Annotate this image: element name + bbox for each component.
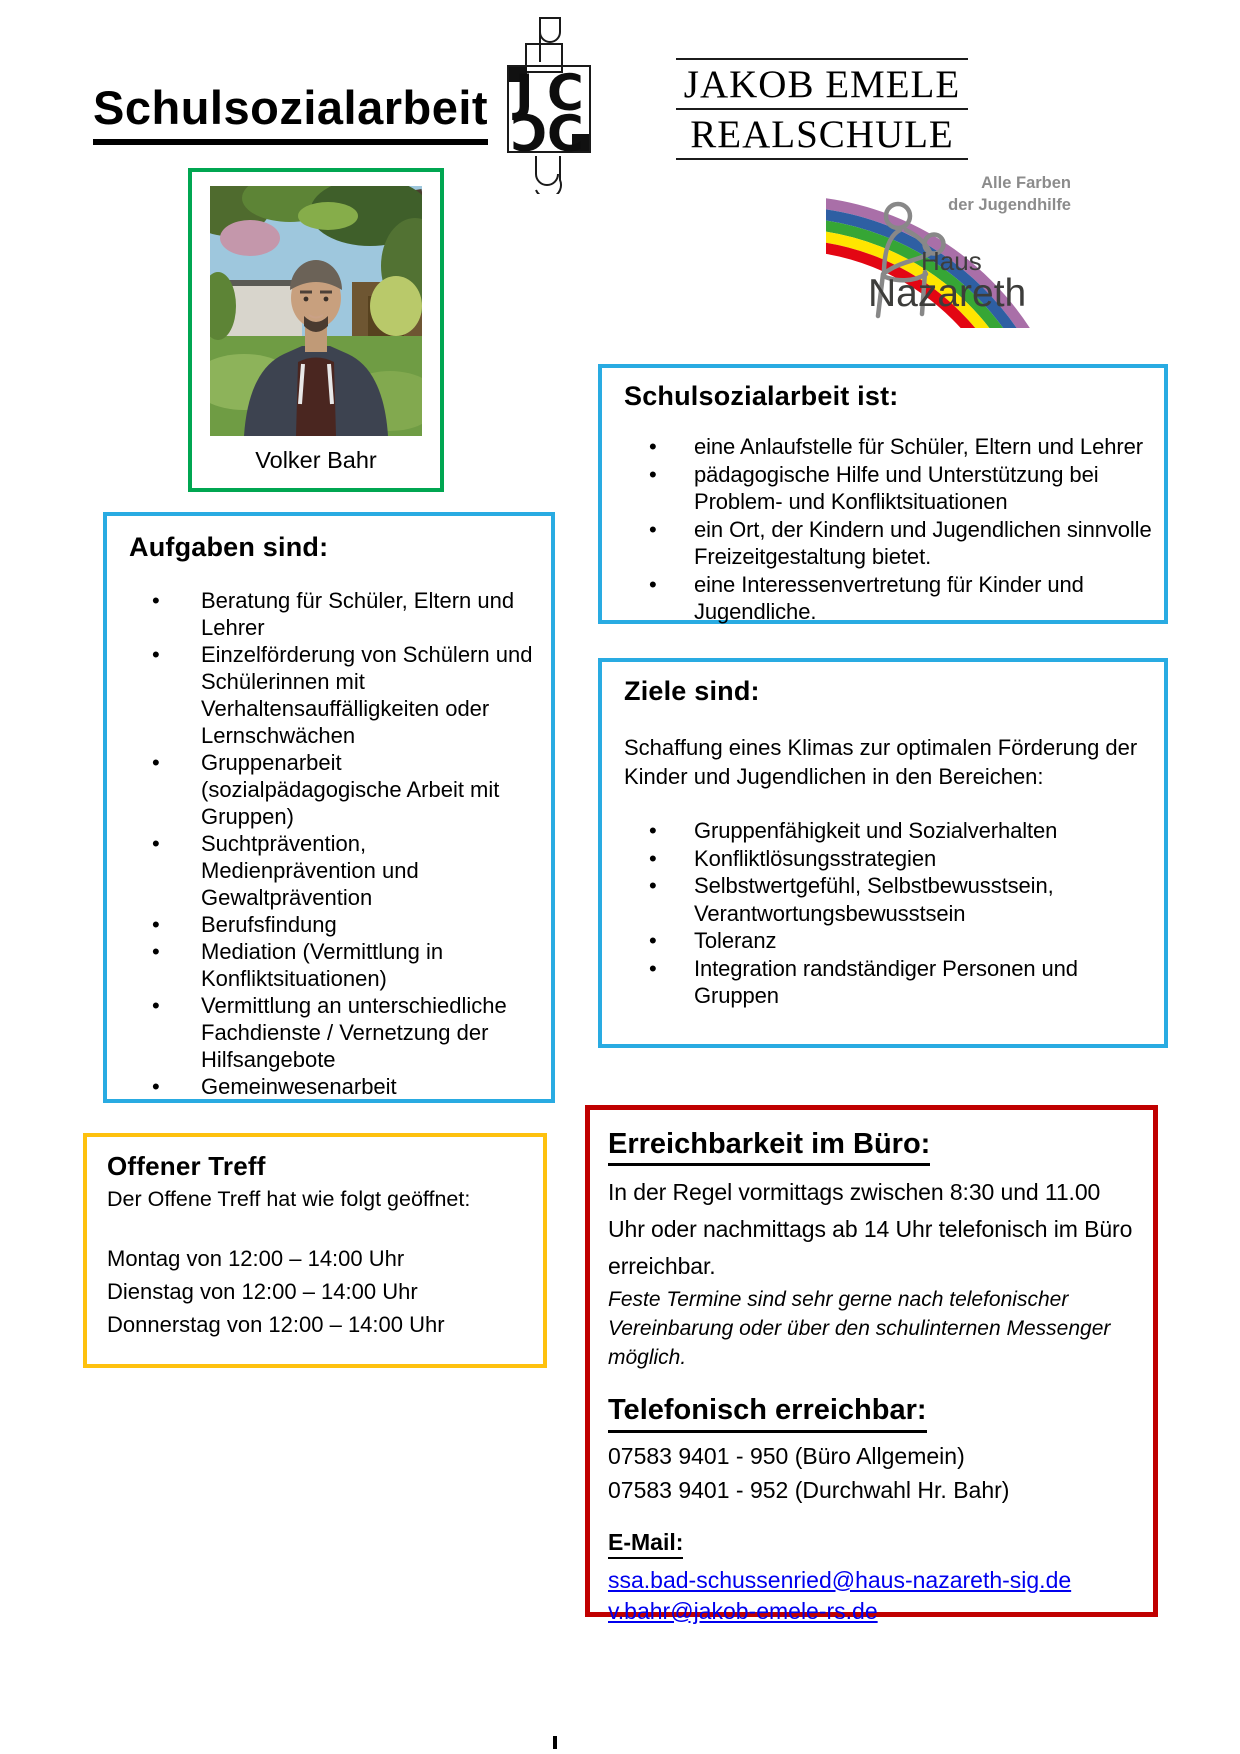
- nazareth-name-line1: Haus: [921, 246, 982, 276]
- page-footer-mark: [553, 1736, 557, 1749]
- bullet-item: • Integration randständiger Personen und Gruppen: [624, 955, 1154, 1010]
- svg-text:C: C: [547, 105, 584, 163]
- bullet-item: • eine Anlaufstelle für Schüler, Eltern und Lehrer: [624, 433, 1156, 461]
- bullet-item: • Suchtprävention, Medienprävention und Gewaltprävention: [129, 830, 543, 911]
- ziele-heading: Ziele sind:: [624, 676, 760, 706]
- aufgaben-list: [129, 587, 543, 1100]
- page-title: Schulsozialarbeit: [93, 82, 488, 145]
- phone-office: 07583 9401 - 950 (Büro Allgemein): [608, 1442, 965, 1469]
- profile-photo-box: [188, 168, 444, 492]
- erreichbarkeit-heading: Erreichbarkeit im Büro:: [608, 1128, 930, 1166]
- school-name-line2: REALSCHULE: [676, 110, 968, 160]
- email-links: [608, 1565, 1143, 1627]
- bullet-item: • Beratung für Schüler, Eltern und Lehrer: [129, 587, 543, 641]
- bullet-item: • Einzelförderung von Schülern und Schülerinnen mit Verhaltensauffälligkeiten oder Lernschwächen: [129, 641, 543, 749]
- bullet-item: • Gemeinwesenarbeit: [129, 1073, 543, 1100]
- svg-text:J: J: [515, 64, 534, 122]
- bullet-item: • Selbstwertgefühl, Selbstbewusstsein, Verantwortungsbewusstsein: [624, 872, 1154, 927]
- bullet-item: • Mediation (Vermittlung in Konfliktsituationen): [129, 938, 543, 992]
- kontakt-box: [585, 1105, 1158, 1624]
- ziele-intro: Schaffung eines Klimas zur optimalen Förderung der Kinder und Jugendlichen in den Bereichen:: [624, 735, 1138, 789]
- school-monogram-icon: [498, 14, 598, 194]
- email-link-school[interactable]: v.bahr@jakob-emele-rs.de: [608, 1597, 878, 1624]
- ist-box: [598, 364, 1168, 624]
- ziele-box: [598, 658, 1168, 1048]
- treff-time-tuesday: Dienstag von 12:00 – 14:00 Uhr: [107, 1279, 418, 1304]
- ziele-list: [624, 817, 1154, 1010]
- bullet-item: • ein Ort, der Kindern und Jugendlichen sinnvolle Freizeitgestaltung bietet.: [624, 516, 1156, 571]
- bullet-item: • pädagogische Hilfe und Unterstützung bei Problem- und Konfliktsituationen: [624, 461, 1156, 516]
- treff-time-monday: Montag von 12:00 – 14:00 Uhr: [107, 1246, 405, 1271]
- phone-direct: 07583 9401 - 952 (Durchwahl Hr. Bahr): [608, 1476, 1010, 1503]
- svg-text:C: C: [547, 64, 584, 122]
- aufgaben-heading: Aufgaben sind:: [129, 532, 329, 562]
- erreichbarkeit-text: In der Regel vormittags zwischen 8:30 und 11.00 Uhr oder nachmittags ab 14 Uhr telefonisch im Büro erreichbar.: [608, 1179, 1133, 1280]
- nazareth-name-line2: Nazareth: [868, 272, 1027, 315]
- ist-list: [624, 433, 1156, 626]
- aufgaben-box: [103, 512, 555, 1103]
- school-name-line1: JAKOB EMELE: [676, 60, 968, 110]
- treff-times: [107, 1242, 531, 1341]
- svg-text:Ɔ: Ɔ: [511, 105, 548, 163]
- treff-time-thursday: Donnerstag von 12:00 – 14:00 Uhr: [107, 1312, 445, 1337]
- termine-note: Feste Termine sind sehr gerne nach telefonischer Vereinbarung oder über den schulinternen Messenger möglich.: [608, 1288, 1111, 1370]
- bullet-item: • Toleranz: [624, 927, 1154, 955]
- bullet-item: • Vermittlung an unterschiedliche Fachdienste / Vernetzung der Hilfsangebote: [129, 992, 543, 1073]
- bullet-item: • Konfliktlösungsstrategien: [624, 845, 1154, 873]
- email-heading: E-Mail:: [608, 1529, 683, 1559]
- telefon-heading: Telefonisch erreichbar:: [608, 1394, 927, 1432]
- treff-heading: Offener Treff: [107, 1151, 266, 1181]
- bullet-item: • Gruppenarbeit (sozialpädagogische Arbeit mit Gruppen): [129, 749, 543, 830]
- nazareth-tagline-line1: Alle Farben: [981, 174, 1071, 192]
- haus-nazareth-logo: [826, 156, 1080, 328]
- school-name: [676, 58, 968, 160]
- bullet-item: • Gruppenfähigkeit und Sozialverhalten: [624, 817, 1154, 845]
- nazareth-tagline-line2: der Jugendhilfe: [948, 196, 1071, 214]
- bullet-item: • Berufsfindung: [129, 911, 543, 938]
- offener-treff-box: [83, 1133, 547, 1368]
- ist-heading: Schulsozialarbeit ist:: [624, 381, 899, 411]
- email-link-nazareth[interactable]: ssa.bad-schussenried@haus-nazareth-sig.de: [608, 1566, 1072, 1593]
- profile-photo: [210, 186, 422, 436]
- bullet-item: • eine Interessenvertretung für Kinder und Jugendliche.: [624, 571, 1156, 626]
- photo-caption: Volker Bahr: [255, 447, 377, 473]
- treff-intro: Der Offene Treff hat wie folgt geöffnet:: [107, 1187, 471, 1211]
- phone-numbers: [608, 1439, 1143, 1507]
